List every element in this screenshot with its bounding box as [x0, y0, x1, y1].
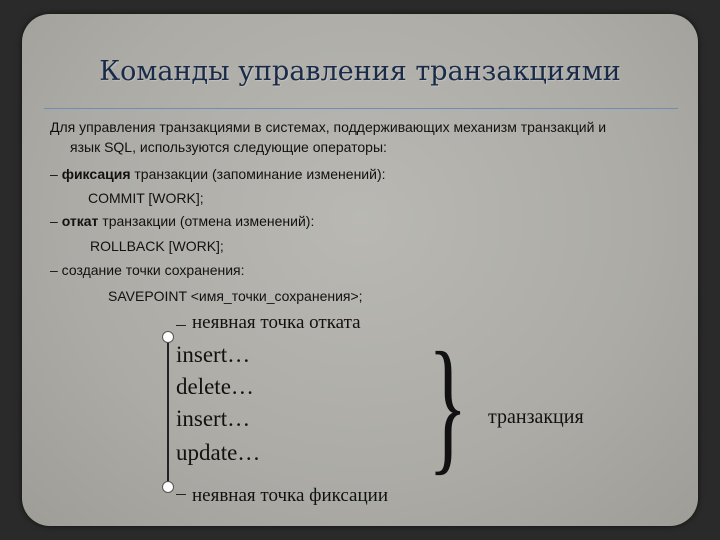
savepoint-description: – создание точки сохранения: — [50, 262, 245, 278]
title-divider — [44, 108, 678, 109]
rollback-description — [50, 213, 314, 229]
commit-statement: COMMIT [WORK]; — [88, 190, 204, 206]
bottom-connector — [176, 494, 186, 495]
right-brace-icon: } — [428, 322, 468, 488]
savepoint-statement: SAVEPOINT <имя_точки_сохранения>; — [108, 288, 363, 304]
intro-paragraph — [50, 117, 690, 157]
rollback-dash: – — [50, 213, 62, 229]
operation-3: insert… — [176, 406, 251, 431]
operation-4: update… — [176, 440, 261, 465]
commit-dash: – — [50, 166, 62, 182]
implicit-commit-label: неявная точка фиксации — [192, 485, 388, 506]
intro-line-1: Для управления транзакциями в системах, поддерживающих механизм транзакций и — [50, 119, 607, 135]
slide-title: Команды управления транзакциями — [99, 56, 621, 87]
rollback-statement: ROLLBACK [WORK]; — [90, 238, 224, 254]
intro-line-2: язык SQL, используются следующие операторы: — [70, 139, 387, 155]
operation-1: insert… — [176, 342, 251, 367]
commit-description — [50, 166, 386, 182]
transaction-timeline — [167, 336, 169, 486]
operation-2: delete… — [176, 374, 254, 399]
implicit-rollback-label: неявная точка отката — [192, 312, 361, 333]
rollback-rest: транзакции (отмена изменений): — [98, 213, 315, 229]
transaction-label: транзакция — [488, 406, 584, 428]
commit-rest: транзакции (запоминание изменений): — [130, 166, 386, 182]
top-connector — [176, 325, 186, 326]
rollback-keyword: откат — [61, 213, 99, 229]
commit-point-marker — [162, 481, 174, 493]
rollback-point-marker — [162, 331, 174, 343]
commit-keyword: фиксация — [61, 166, 131, 182]
